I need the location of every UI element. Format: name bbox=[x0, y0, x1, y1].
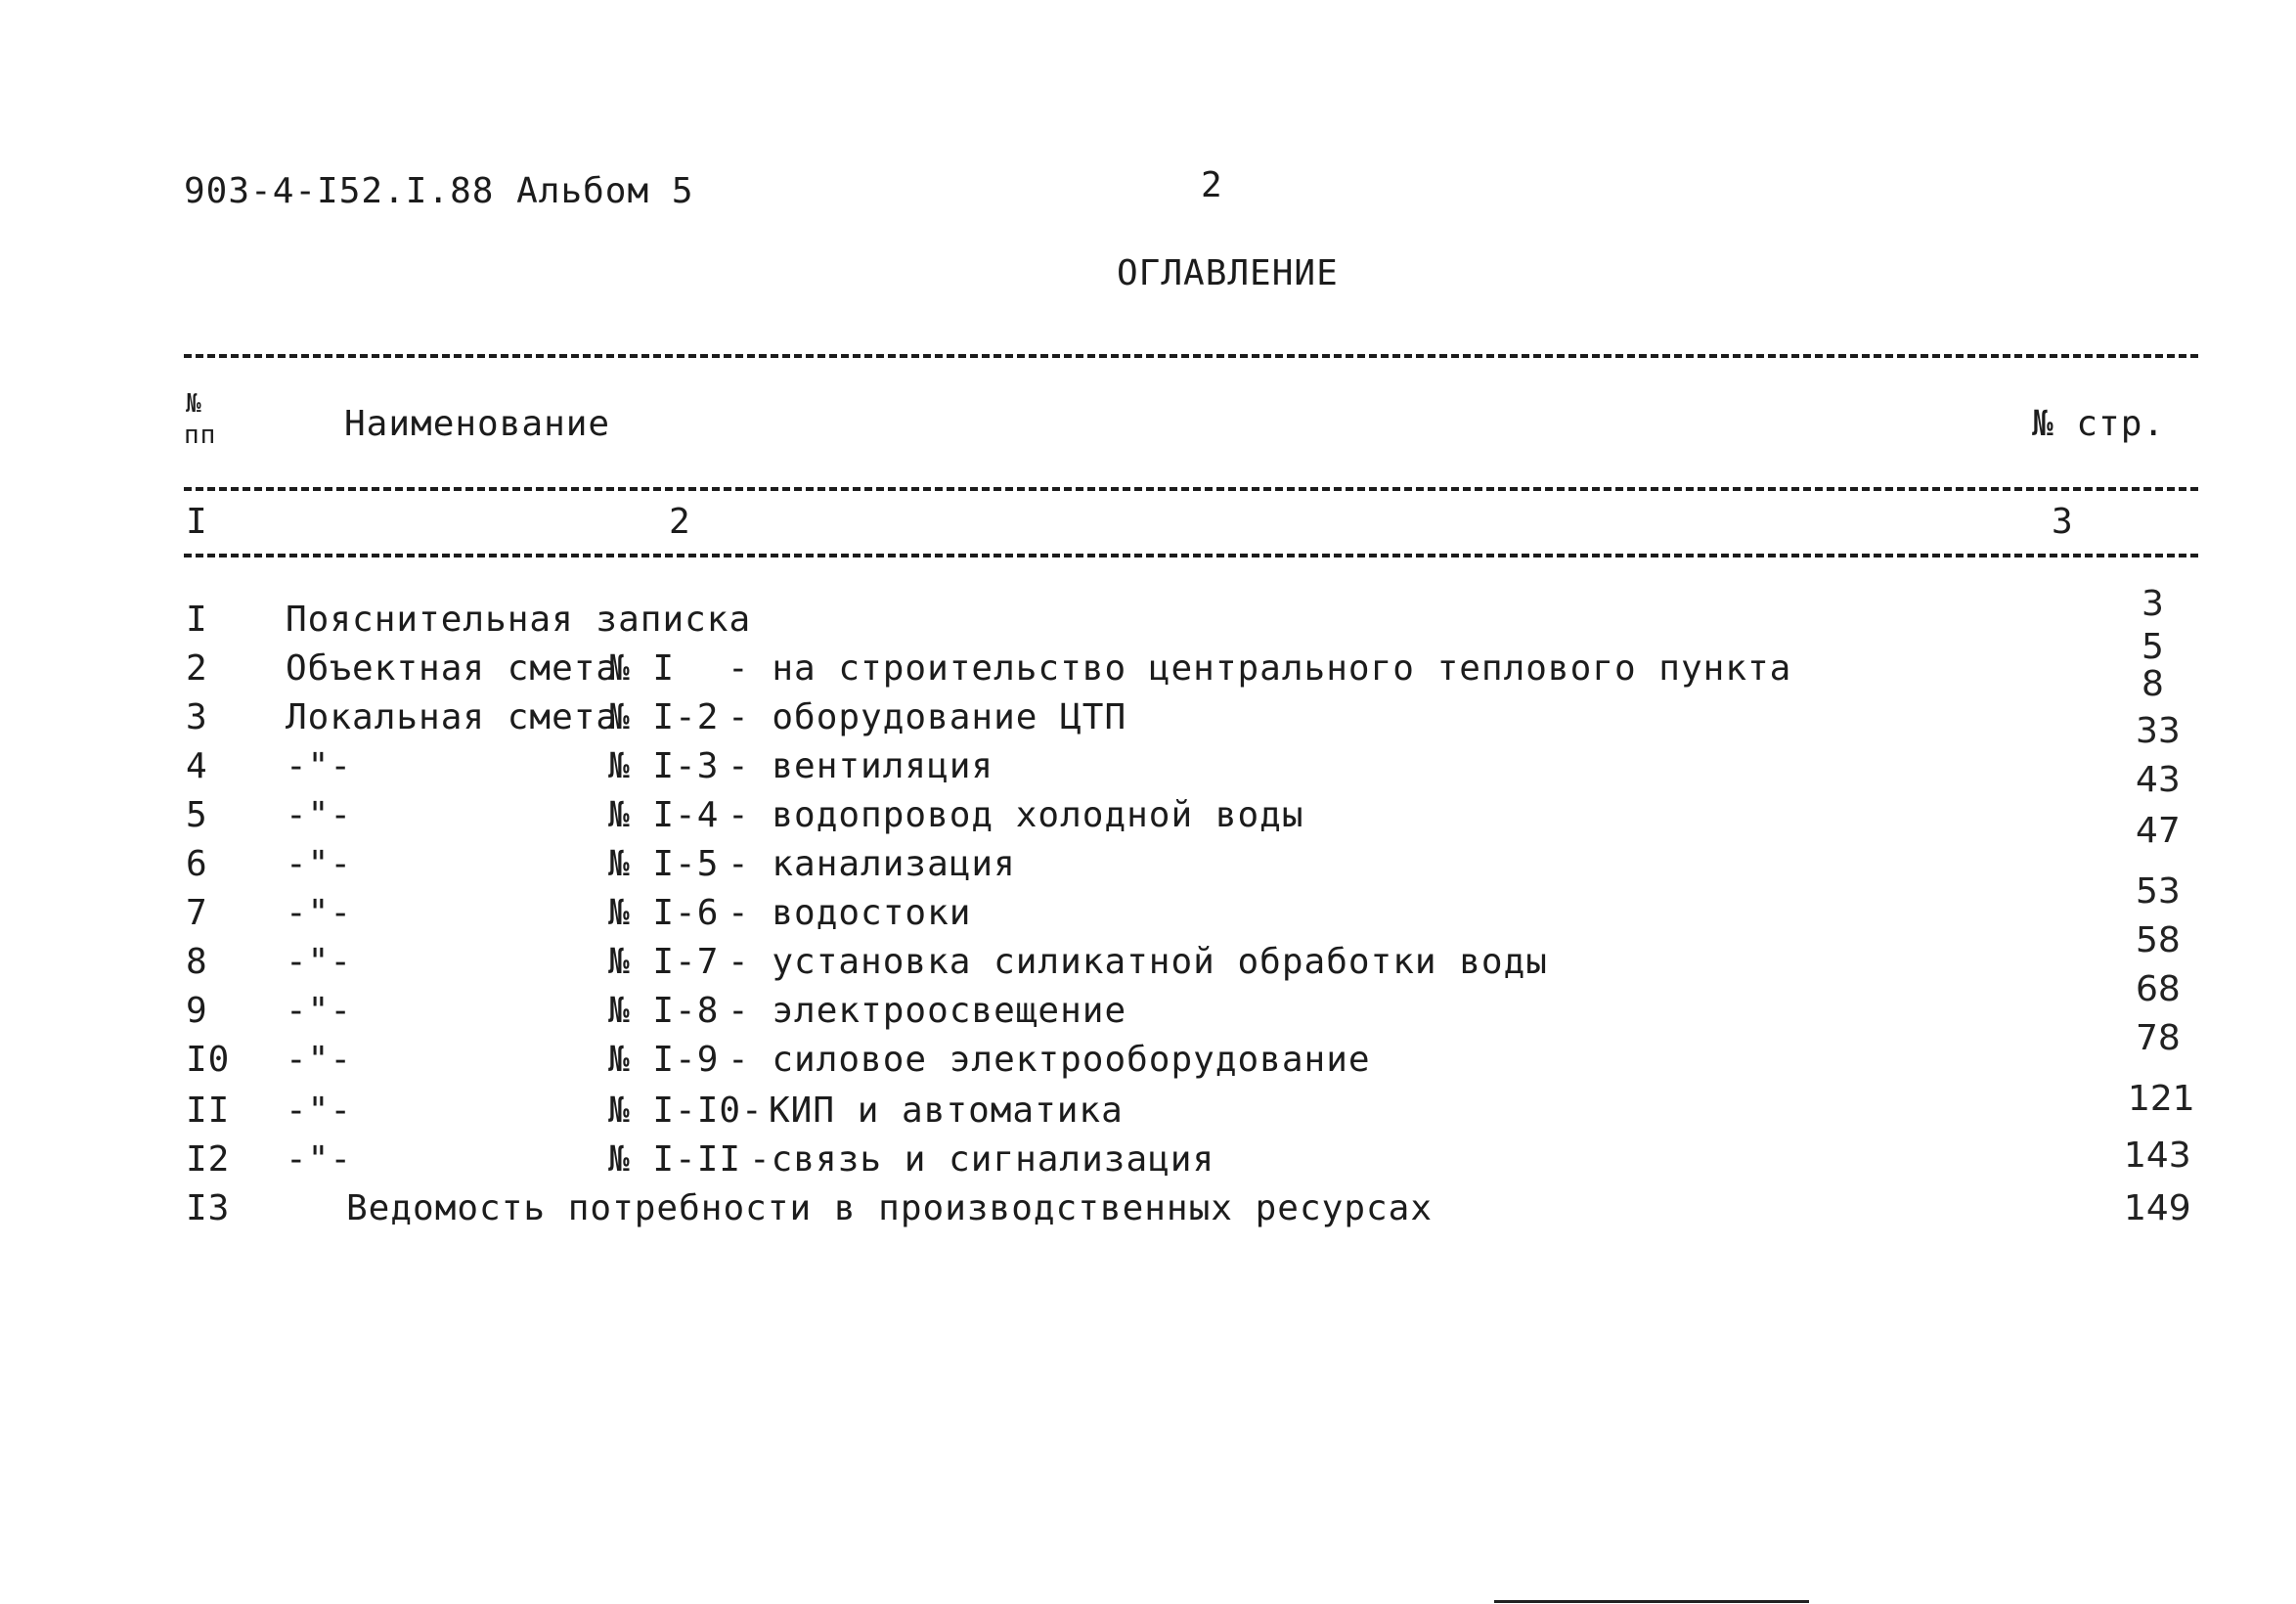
page-ref: 5 bbox=[2141, 627, 2164, 667]
page-ref: 78 bbox=[2136, 1018, 2181, 1058]
row-code: № I-I0- bbox=[608, 1091, 764, 1131]
row-number: I3 bbox=[186, 1188, 231, 1228]
row-number: 3 bbox=[186, 697, 208, 737]
row-title: - вентиляция bbox=[728, 746, 994, 786]
page-ref: 143 bbox=[2124, 1136, 2191, 1176]
row-type: -"- bbox=[286, 991, 353, 1031]
row-type: Пояснительная записка bbox=[286, 600, 752, 640]
row-number: 9 bbox=[186, 991, 208, 1031]
column-number-1: I bbox=[186, 502, 208, 542]
column-number-3: 3 bbox=[2052, 502, 2074, 542]
row-type: Ведомость потребности в производственных ресурсах bbox=[346, 1188, 1434, 1228]
row-number: I2 bbox=[186, 1139, 231, 1180]
row-code: № I-3 bbox=[608, 746, 720, 786]
row-code: № I-4 bbox=[608, 795, 720, 835]
row-type: -"- bbox=[286, 746, 353, 786]
row-type: -"- bbox=[286, 1091, 353, 1131]
bottom-rule bbox=[1494, 1600, 1809, 1603]
row-type: Локальная смета bbox=[286, 697, 619, 737]
row-title: КИП и автоматика bbox=[769, 1091, 1124, 1131]
page-ref: 3 bbox=[2141, 584, 2164, 624]
row-type: -"- bbox=[286, 1040, 353, 1080]
row-type: -"- bbox=[286, 795, 353, 835]
page-ref: 8 bbox=[2141, 664, 2164, 704]
page-ref: 121 bbox=[2128, 1079, 2195, 1119]
page-ref: 33 bbox=[2136, 711, 2181, 751]
row-number: 5 bbox=[186, 795, 208, 835]
row-title: - силовое электрооборудование bbox=[728, 1040, 1371, 1080]
column-header-number-top: № bbox=[186, 389, 202, 419]
row-number: 4 bbox=[186, 746, 208, 786]
page-ref: 58 bbox=[2136, 920, 2181, 960]
row-title: - на строительство центрального теплового пункта bbox=[728, 648, 1792, 689]
row-type: Объектная смета bbox=[286, 648, 619, 689]
row-title: - водостоки bbox=[728, 893, 972, 933]
row-number: II bbox=[186, 1091, 231, 1131]
row-code: № I-5 bbox=[608, 844, 720, 884]
row-number: 6 bbox=[186, 844, 208, 884]
column-number-2: 2 bbox=[669, 502, 691, 542]
row-number: 8 bbox=[186, 942, 208, 982]
row-code: № I bbox=[608, 648, 676, 689]
page-ref: 47 bbox=[2136, 811, 2181, 851]
column-header-number-bottom: пп bbox=[184, 421, 217, 450]
row-number: I bbox=[186, 600, 208, 640]
row-type: -"- bbox=[286, 942, 353, 982]
page-number: 2 bbox=[1201, 165, 1223, 205]
table-top-rule bbox=[184, 354, 2198, 358]
row-title: - канализация bbox=[728, 844, 1016, 884]
page-title: ОГЛАВЛЕНИЕ bbox=[1117, 253, 1339, 293]
row-code: № I-6 bbox=[608, 893, 720, 933]
row-title: - электроосвещение bbox=[728, 991, 1127, 1031]
row-title: -связь и сигнализация bbox=[749, 1139, 1215, 1180]
page-ref: 53 bbox=[2136, 871, 2181, 912]
page-ref: 43 bbox=[2136, 760, 2181, 800]
row-number: I0 bbox=[186, 1040, 231, 1080]
table-column-number-rule bbox=[184, 554, 2198, 557]
page-ref: 149 bbox=[2124, 1188, 2191, 1228]
column-header-page: № стр. bbox=[2032, 404, 2166, 444]
row-title: - водопровод холодной воды bbox=[728, 795, 1304, 835]
row-type: -"- bbox=[286, 893, 353, 933]
row-code: № I-9 bbox=[608, 1040, 720, 1080]
row-code: № I-8 bbox=[608, 991, 720, 1031]
row-code: № I-7 bbox=[608, 942, 720, 982]
row-type: -"- bbox=[286, 1139, 353, 1180]
row-code: № I-II bbox=[608, 1139, 742, 1180]
page-ref: 68 bbox=[2136, 969, 2181, 1009]
row-title: - установка силикатной обработки воды bbox=[728, 942, 1548, 982]
row-title: - оборудование ЦТП bbox=[728, 697, 1127, 737]
document-code: 903-4-I52.I.88 Альбом 5 bbox=[184, 171, 694, 211]
table-header-rule bbox=[184, 487, 2198, 491]
row-number: 7 bbox=[186, 893, 208, 933]
column-header-name: Наименование bbox=[344, 404, 611, 444]
row-code: № I-2 bbox=[608, 697, 720, 737]
row-number: 2 bbox=[186, 648, 208, 689]
row-type: -"- bbox=[286, 844, 353, 884]
